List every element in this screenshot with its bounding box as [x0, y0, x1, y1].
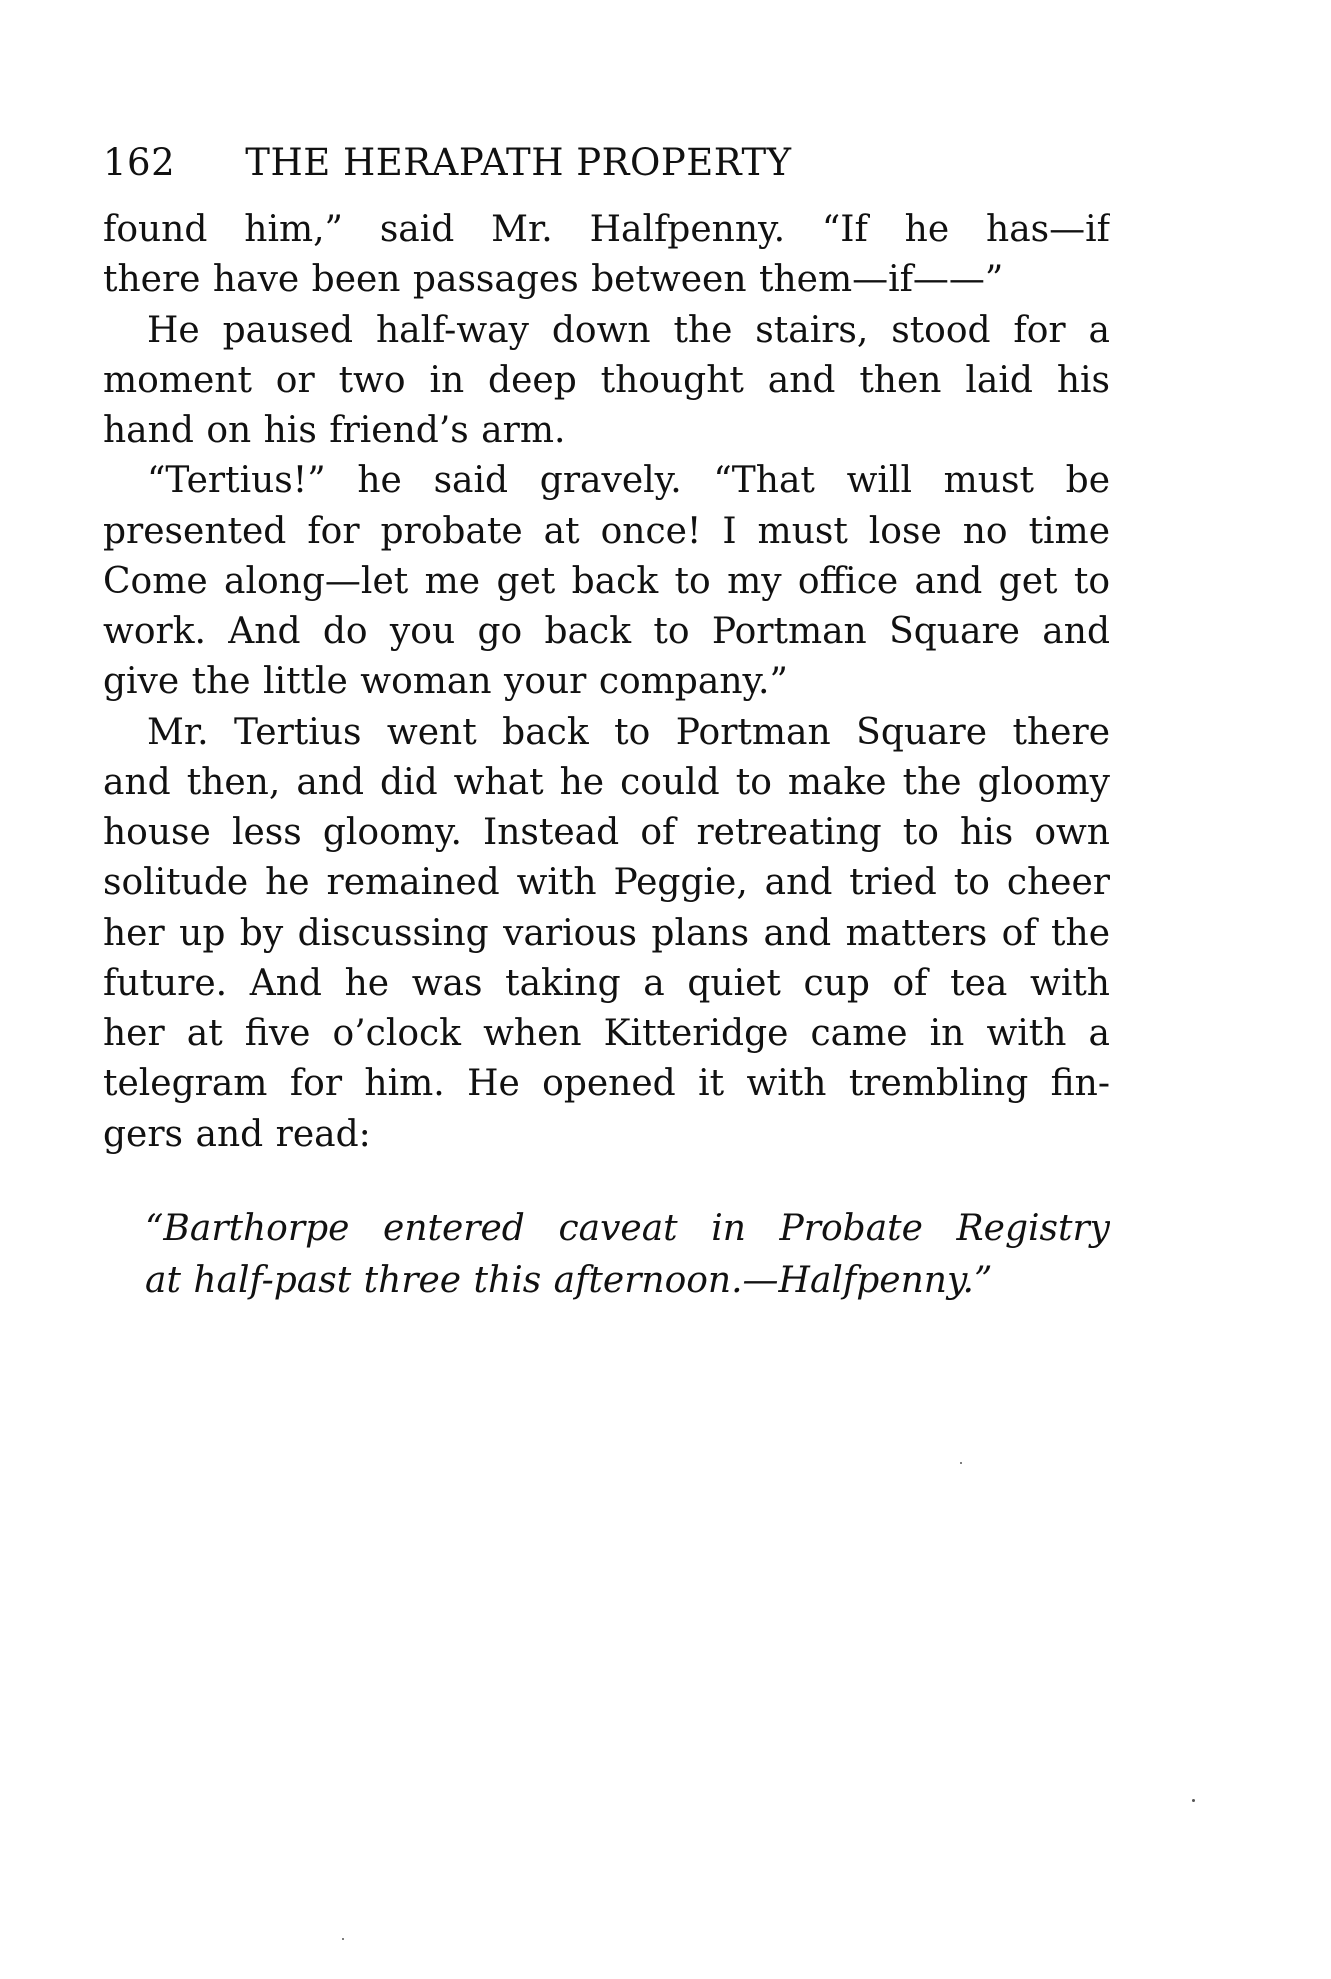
paper-speck — [960, 1462, 962, 1464]
text-line: He paused half-way down the stairs, stood for a — [147, 309, 1110, 351]
running-head — [103, 138, 1103, 188]
telegram-line: “Barthorpe entered caveat in Probate Registry — [145, 1208, 1110, 1249]
text-line: her at five o’clock when Kitteridge came in with a — [103, 1013, 1110, 1054]
text-line: work. And do you go back to Portman Square and — [103, 611, 1110, 652]
text-line: moment or two in deep thought and then laid his — [103, 359, 1110, 401]
telegram-line: at half-past three this afternoon.—Halfpenny.” — [145, 1260, 993, 1301]
text-line: give the little woman your company.” — [103, 661, 788, 703]
text-line: Mr. Tertius went back to Portman Square there — [147, 711, 1110, 753]
text-line: solitude he remained with Peggie, and tried to cheer — [103, 862, 1110, 904]
text-line: “Tertius!” he said gravely. “That will must be — [147, 460, 1110, 502]
text-line: found him,” said Mr. Halfpenny. “If he has—if — [103, 209, 1110, 250]
text-line: there have been passages between them—if——” — [103, 259, 1004, 301]
text-line: presented for probate at once! I must lose no time — [103, 510, 1110, 552]
text-line: her up by discussing various plans and matters of the — [103, 912, 1110, 954]
text-line: telegram for him. He opened it with trembling fin- — [103, 1063, 1110, 1105]
book-title: THE HERAPATH PROPERTY — [245, 141, 792, 184]
text-line: hand on his friend’s arm. — [103, 410, 566, 451]
paper-speck — [1192, 1799, 1195, 1802]
paper-speck — [342, 1938, 344, 1940]
text-line: and then, and did what he could to make the gloomy — [103, 761, 1110, 803]
text-line: future. And he was taking a quiet cup of tea with — [103, 962, 1110, 1004]
body-text — [103, 205, 1110, 1160]
page-number: 162 — [103, 141, 176, 184]
telegram-quote — [145, 1203, 1110, 1307]
text-line: house less gloomy. Instead of retreating to his own — [103, 812, 1110, 853]
text-line: gers and read: — [103, 1113, 371, 1155]
text-line: Come along—let me get back to my office and get to — [103, 560, 1110, 602]
